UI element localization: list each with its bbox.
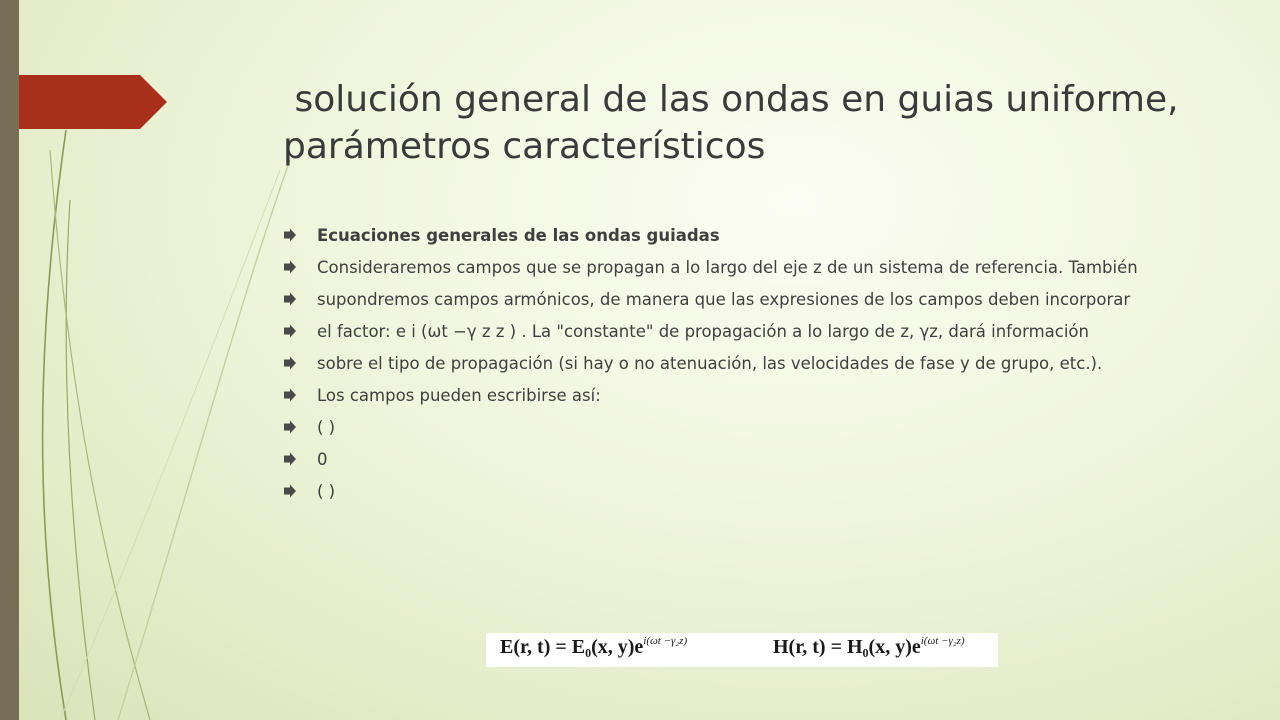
arrow-bullet-icon — [283, 420, 297, 434]
bullet-text: Ecuaciones generales de las ondas guiadas — [317, 226, 720, 245]
list-item — [283, 355, 1223, 373]
list-item — [283, 451, 1223, 469]
list-item — [283, 227, 1223, 245]
arrow-bullet-icon — [283, 260, 297, 274]
bullet-text: Los campos pueden escribirse así: — [317, 386, 601, 405]
arrow-bullet-icon — [283, 292, 297, 306]
arrow-bullet-icon — [283, 388, 297, 402]
left-color-bar — [0, 0, 19, 720]
magnetic-field-expression: H(r, t) = H₀(x, y)e — [773, 636, 921, 658]
magnetic-field-equation — [773, 636, 965, 659]
bullet-text: supondremos campos armónicos, de manera que las expresiones de los campos deben incorporar — [317, 290, 1131, 309]
title-accent-tab — [19, 75, 167, 129]
slide-title: solución general de las ondas en guias uniforme, parámetros característicos — [283, 79, 1191, 167]
list-item — [283, 483, 1223, 501]
bullet-text: Consideraremos campos que se propagan a lo largo del eje z de un sistema de referencia. También — [317, 258, 1138, 277]
electric-field-expression: E(r, t) = E₀(x, y)e — [500, 636, 644, 658]
list-item — [283, 323, 1223, 341]
bullet-list — [283, 227, 1223, 515]
bullet-text: el factor: e i (ωt −γ z z ) . La "constante" de propagación a lo largo de z, γz, dará información — [317, 322, 1089, 341]
electric-field-exponent: i(ωt −γ₂z) — [643, 635, 688, 647]
list-item — [283, 387, 1223, 405]
bullet-text: ( ) — [317, 418, 336, 437]
list-item — [283, 291, 1223, 309]
bullet-text: 0 — [317, 450, 328, 469]
arrow-bullet-icon — [283, 324, 297, 338]
electric-field-equation — [500, 636, 687, 659]
arrow-bullet-icon — [283, 452, 297, 466]
magnetic-field-exponent: i(ωt −γ₂z) — [920, 635, 965, 647]
bullet-text: sobre el tipo de propagación (si hay o no atenuación, las velocidades de fase y de grupo, etc.). — [317, 354, 1103, 373]
list-item — [283, 419, 1223, 437]
arrow-bullet-icon — [283, 484, 297, 498]
field-equation-image — [486, 633, 998, 667]
arrow-bullet-icon — [283, 228, 297, 242]
bullet-text: ( ) — [317, 482, 336, 501]
arrow-bullet-icon — [283, 356, 297, 370]
list-item — [283, 259, 1223, 277]
